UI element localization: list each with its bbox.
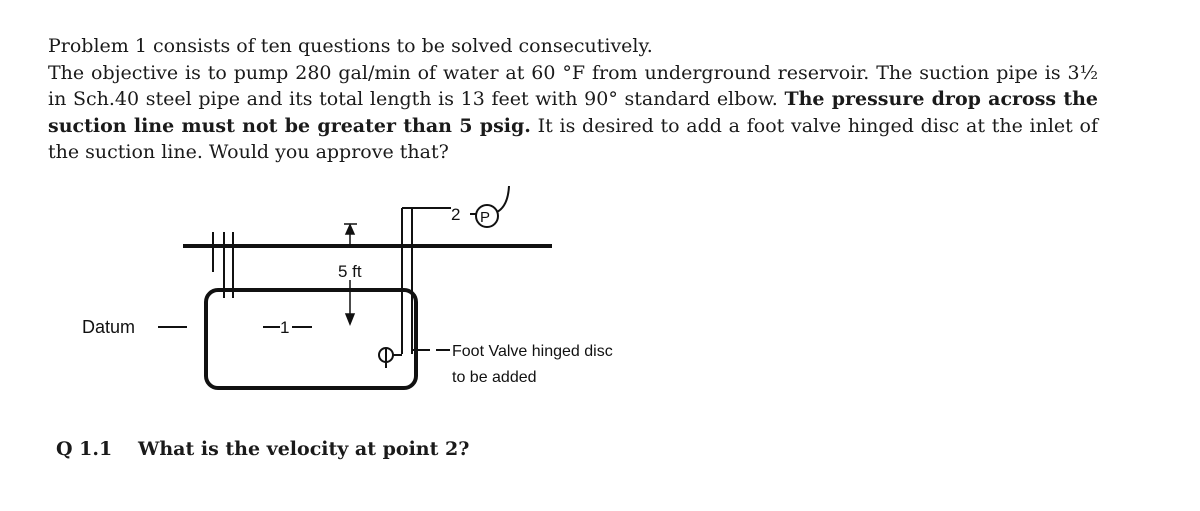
- valve-label-line1: Foot Valve hinged disc: [452, 343, 613, 360]
- problem-description-question: It is desired to add a foot valve hinged disc at the inlet of the suction line. Would you approve that?: [48, 114, 1099, 163]
- reservoir-tank: [206, 290, 416, 388]
- problem-intro: Problem 1 consists of ten questions to be solved consecutively.: [48, 35, 653, 57]
- problem-description-text: The objective is to pump 280 gal/min of water at 60 °F from underground reservoir. The suction pipe is 3½ in Sch.40 steel pipe and its total length is 13 feet with 90° standard elbow.: [48, 61, 1098, 110]
- datum-label: Datum: [82, 317, 136, 337]
- question-text: What is the velocity at point 2?: [138, 438, 470, 460]
- question-number: Q 1.1: [56, 438, 113, 460]
- pump-label: P: [480, 209, 491, 226]
- point-1-label: 1: [280, 318, 290, 337]
- pressure-drop-constraint: The pressure drop across the suction line must not be greater than 5 psig.: [48, 88, 1098, 137]
- suction-pipe: [402, 208, 441, 354]
- question-1-1: [56, 438, 469, 460]
- valve-label-line2: to be added: [452, 369, 537, 386]
- height-label: 5 ft: [338, 262, 362, 281]
- point-2-label: 2: [451, 205, 461, 224]
